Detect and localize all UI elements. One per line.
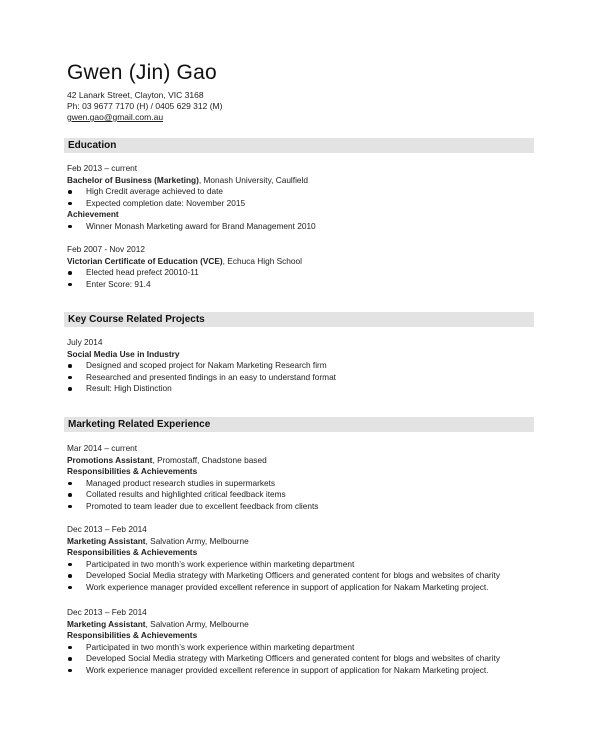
entry-title: Social Media Use in Industry bbox=[67, 348, 180, 359]
entry-title: Bachelor of Business (Marketing), Monash University, Caulfield bbox=[67, 174, 308, 185]
list-item: Participated in two month’s work experience within marketing department bbox=[67, 559, 537, 571]
entry-sub-bullets bbox=[67, 559, 537, 594]
candidate-name: Gwen (Jin) Gao bbox=[67, 61, 217, 84]
entry-subheading: Responsibilities & Achievements bbox=[67, 547, 198, 558]
project-entry-1 bbox=[67, 337, 537, 395]
entry-sub-bullets bbox=[67, 221, 537, 233]
resume-header bbox=[67, 60, 547, 123]
list-item: Winner Monash Marketing award for Brand Management 2010 bbox=[67, 221, 537, 233]
entry-title: Promotions Assistant, Promostaff, Chadstone based bbox=[67, 454, 267, 465]
list-item: Developed Social Media strategy with Marketing Officers and generated content for blogs and websites of charity bbox=[67, 653, 537, 665]
list-item: Collated results and highlighted critical feedback items bbox=[67, 489, 537, 501]
projects-heading: Key Course Related Projects bbox=[68, 314, 205, 325]
entry-date: July 2014 bbox=[67, 337, 103, 347]
list-item: Developed Social Media strategy with Marketing Officers and generated content for blogs and websites of charity bbox=[67, 570, 537, 582]
entry-date: Feb 2013 – current bbox=[67, 163, 138, 173]
entry-sub-bullets bbox=[67, 642, 537, 677]
list-item: Promoted to team leader due to excellent feedback from clients bbox=[67, 501, 537, 513]
experience-heading: Marketing Related Experience bbox=[68, 419, 211, 430]
education-heading-bar bbox=[64, 138, 534, 153]
list-item: Designed and scoped project for Nakam Marketing Research firm bbox=[67, 360, 537, 372]
entry-bullets bbox=[67, 267, 537, 290]
phone: Ph: 03 9677 7170 (H) / 0405 629 312 (M) bbox=[67, 101, 223, 111]
entry-subheading: Achievement bbox=[67, 209, 119, 220]
entry-subheading: Responsibilities & Achievements bbox=[67, 630, 198, 641]
list-item: Elected head prefect 20010-11 bbox=[67, 267, 537, 279]
experience-heading-bar bbox=[64, 417, 534, 432]
list-item: Researched and presented findings in an easy to understand format bbox=[67, 372, 537, 384]
contact-block bbox=[67, 90, 547, 123]
experience-entry-2 bbox=[67, 524, 537, 594]
entry-subheading: Responsibilities & Achievements bbox=[67, 466, 198, 477]
experience-entry-1 bbox=[67, 443, 537, 513]
list-item: Expected completion date: November 2015 bbox=[67, 198, 537, 210]
list-item: Work experience manager provided excellent reference in support of application for Nakam Marketing project. bbox=[67, 582, 537, 594]
list-item: Work experience manager provided excellent reference in support of application for Nakam Marketing project. bbox=[67, 665, 537, 677]
experience-entry-3 bbox=[67, 607, 537, 677]
projects-heading-bar bbox=[64, 312, 534, 327]
list-item: Managed product research studies in supermarkets bbox=[67, 478, 537, 490]
email-link[interactable]: gwen.gao@gmail.com.au bbox=[67, 112, 164, 122]
list-item: Participated in two month’s work experience within marketing department bbox=[67, 642, 537, 654]
education-entry-1 bbox=[67, 163, 537, 233]
entry-title: Marketing Assistant, Salvation Army, Melbourne bbox=[67, 535, 249, 546]
entry-date: Dec 2013 – Feb 2014 bbox=[67, 607, 147, 617]
education-entry-2 bbox=[67, 244, 537, 290]
education-heading: Education bbox=[68, 140, 117, 151]
address: 42 Lanark Street, Clayton, VIC 3168 bbox=[67, 90, 204, 100]
entry-title: Victorian Certificate of Education (VCE), Echuca High School bbox=[67, 255, 302, 266]
list-item: Enter Score: 91.4 bbox=[67, 279, 537, 291]
entry-date: Mar 2014 – current bbox=[67, 443, 138, 453]
entry-date: Feb 2007 - Nov 2012 bbox=[67, 244, 145, 254]
list-item: High Credit average achieved to date bbox=[67, 186, 537, 198]
entry-sub-bullets bbox=[67, 478, 537, 513]
entry-bullets bbox=[67, 186, 537, 209]
entry-date: Dec 2013 – Feb 2014 bbox=[67, 524, 147, 534]
entry-title: Marketing Assistant, Salvation Army, Melbourne bbox=[67, 618, 249, 629]
entry-bullets bbox=[67, 360, 537, 395]
list-item: Result: High Distinction bbox=[67, 383, 537, 395]
